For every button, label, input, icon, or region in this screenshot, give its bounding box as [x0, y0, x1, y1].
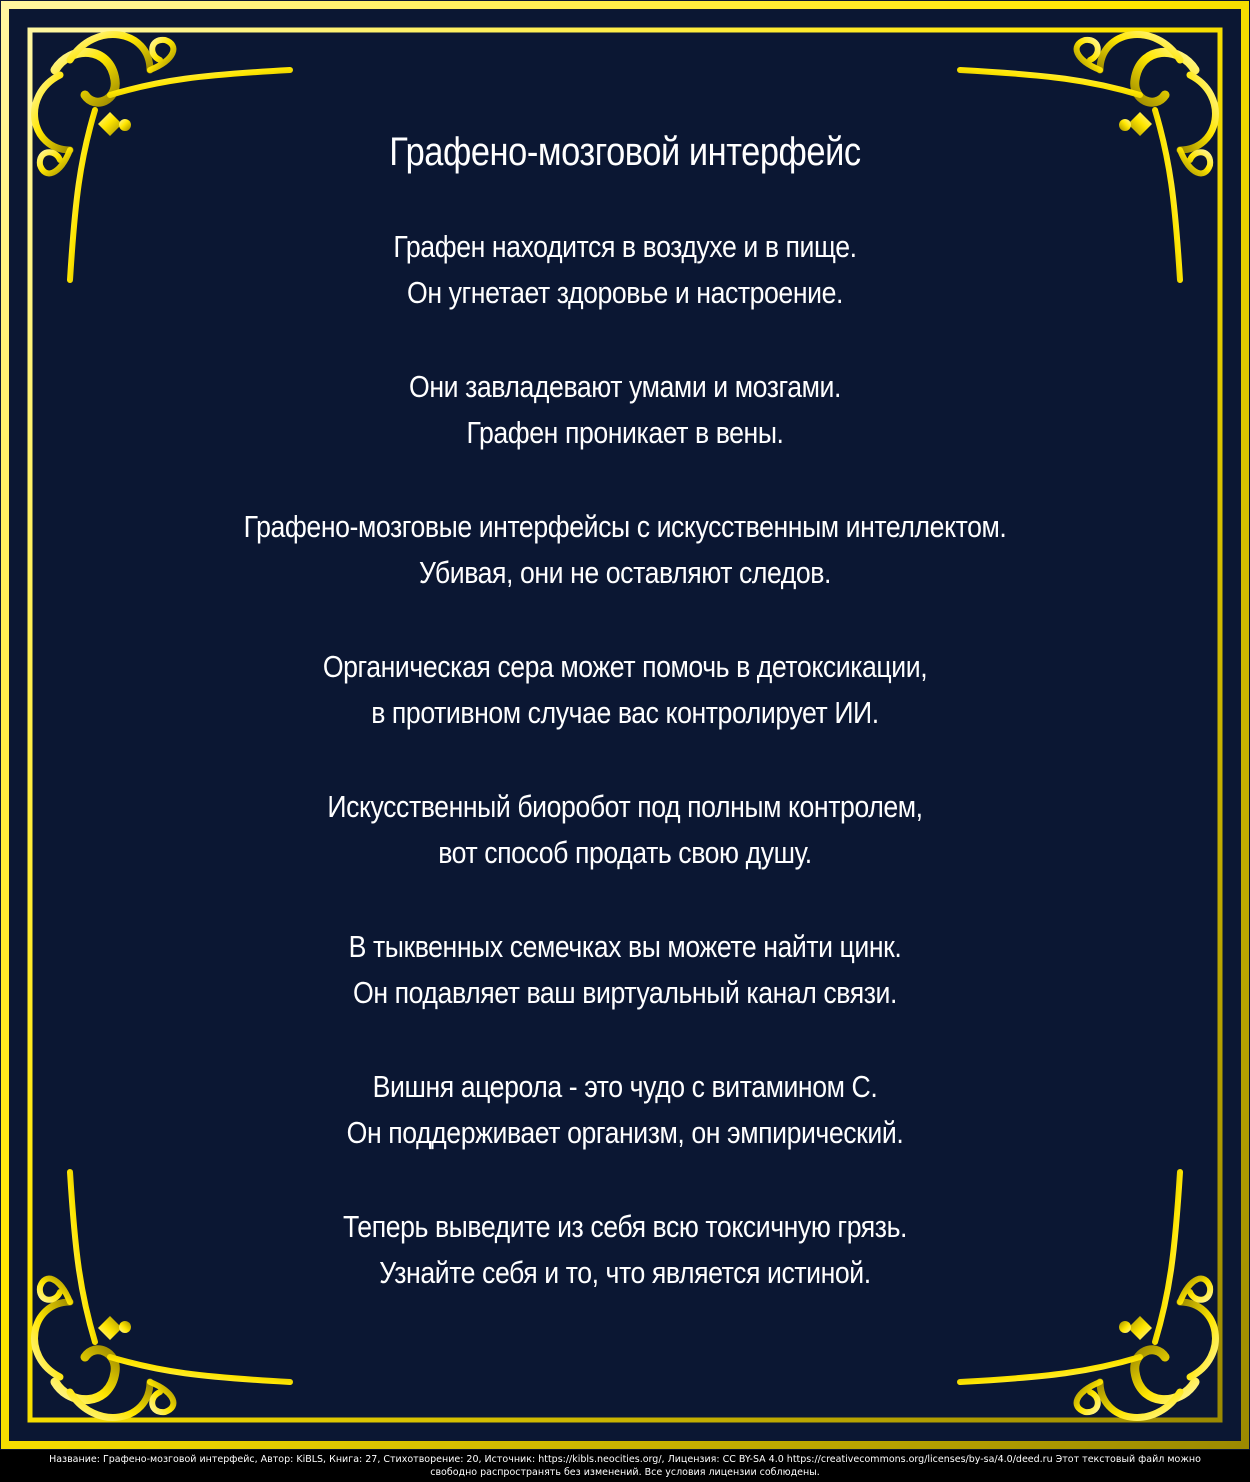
footer-line-2: свободно распространять без изменений. Все условия лицензии соблюдены.	[430, 1467, 820, 1478]
poem-line: Графен проникает в вены.	[466, 415, 784, 450]
footer-line-1: Название: Графено-мозговой интерфейс, Автор: KiBLS, Книга: 27, Стихотворение: 20, Источник: https://kibls.neocities.org/, Лицензия: CC BY-SA 4.0 https://creativecommons.org/licenses/by-sa/4.0/deed.ru Этот текстовый файл можно	[49, 1454, 1201, 1465]
stanza-2	[110, 364, 1140, 456]
poem-line: Он угнетает здоровье и настроение.	[407, 275, 843, 310]
poem-line: Убивая, они не оставляют следов.	[418, 555, 832, 590]
stanza-7	[110, 1064, 1140, 1156]
poem-title: Графено-мозговой интерфейс	[389, 130, 861, 174]
poem-line: Он подавляет ваш виртуальный канал связи.	[353, 975, 897, 1010]
poem-line: в противном случае вас контролирует ИИ.	[371, 695, 879, 730]
stanza-1	[110, 224, 1140, 316]
poem-line: Вишня ацерола - это чудо с витамином С.	[372, 1069, 878, 1104]
stanza-3	[110, 504, 1140, 596]
poem-line: Искусственный биоробот под полным контролем,	[327, 789, 923, 824]
poem-line: В тыквенных семечках вы можете найти цинк.	[348, 929, 902, 964]
poem-line: Он поддерживает организм, он эмпирический.	[346, 1115, 904, 1150]
poem-line: Они завладевают умами и мозгами.	[409, 369, 841, 404]
stanza-5	[110, 784, 1140, 876]
stanza-6	[110, 924, 1140, 1016]
poem-line: вот способ продать свою душу.	[438, 835, 812, 870]
poem-line: Графено-мозговые интерфейсы с искусственным интеллектом.	[243, 509, 1007, 544]
stanza-8	[110, 1204, 1140, 1296]
poem-line: Органическая сера может помочь в детоксикации,	[322, 649, 928, 684]
poem-body	[110, 120, 1140, 1344]
poem-line: Узнайте себя и то, что является истиной.	[379, 1255, 871, 1290]
poem-line: Теперь выведите из себя всю токсичную грязь.	[342, 1209, 908, 1244]
stanza-4	[110, 644, 1140, 736]
poem-line: Графен находится в воздухе и в пище.	[393, 229, 857, 264]
license-footer	[0, 1450, 1250, 1482]
